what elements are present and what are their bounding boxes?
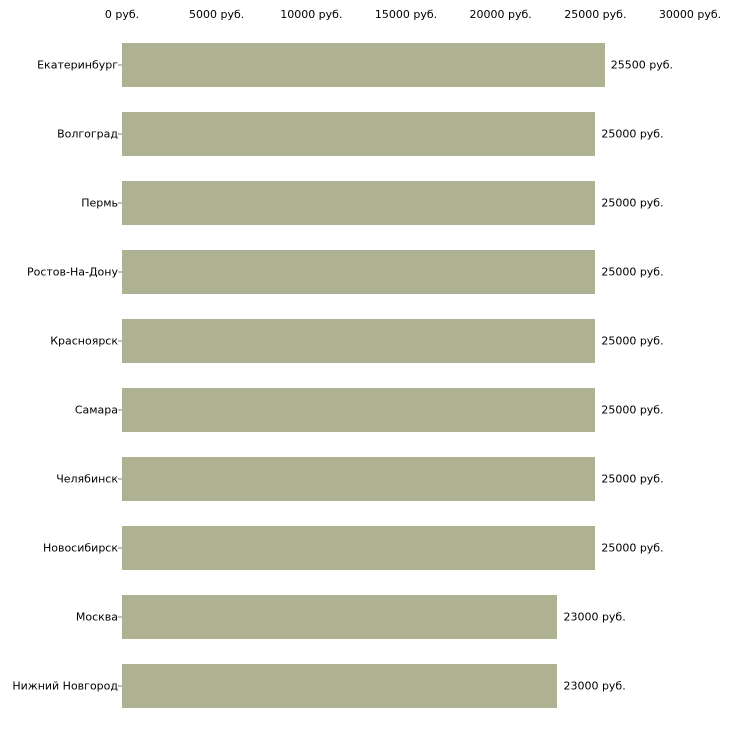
bar-value-label: 25000 руб. — [601, 472, 664, 485]
x-tick-label: 25000 руб. — [564, 8, 627, 21]
category-label: Ростов-На-Дону — [26, 265, 118, 278]
bar-value-label: 23000 руб. — [563, 610, 626, 623]
category-label: Пермь — [81, 196, 118, 209]
plot-area — [0, 30, 730, 720]
bar-value-label: 25000 руб. — [601, 265, 664, 278]
bar — [122, 526, 595, 570]
bar — [122, 388, 595, 432]
x-tick-label: 15000 руб. — [374, 8, 438, 21]
bar-row — [0, 99, 730, 168]
category-label: Самара — [74, 403, 118, 416]
bar-row — [0, 168, 730, 237]
x-tick-label: 30000 руб. — [658, 8, 722, 21]
bar-value-label: 25000 руб. — [601, 403, 664, 416]
bar-row — [0, 30, 730, 99]
bar-value-label: 25000 руб. — [601, 127, 664, 140]
x-tick-label: 20000 руб. — [469, 8, 532, 21]
bar — [122, 664, 557, 708]
bar-row — [0, 651, 730, 720]
category-label: Красноярск — [50, 334, 118, 347]
category-label: Волгоград — [57, 127, 118, 140]
bar-row — [0, 444, 730, 513]
bar — [122, 250, 595, 294]
x-axis — [0, 0, 730, 30]
bar-value-label: 25500 руб. — [610, 58, 674, 71]
bar-row — [0, 513, 730, 582]
category-label: Новосибирск — [42, 541, 118, 554]
bar — [122, 43, 605, 87]
bar-row — [0, 306, 730, 375]
x-tick-label: 0 руб. — [104, 8, 140, 21]
x-tick-label: 10000 руб. — [280, 8, 343, 21]
bar-value-label: 23000 руб. — [563, 679, 626, 692]
bar — [122, 595, 557, 639]
category-label: Екатеринбург — [37, 58, 118, 71]
category-label: Нижний Новгород — [12, 679, 118, 692]
bar-value-label: 25000 руб. — [601, 541, 664, 554]
bar-value-label: 25000 руб. — [601, 196, 664, 209]
bar-row — [0, 582, 730, 651]
x-tick-label: 5000 руб. — [189, 8, 245, 21]
bar-row — [0, 375, 730, 444]
bar — [122, 457, 595, 501]
bar-value-label: 25000 руб. — [601, 334, 664, 347]
bar — [122, 319, 595, 363]
category-label: Челябинск — [56, 472, 118, 485]
category-label: Москва — [75, 610, 118, 623]
bar — [122, 181, 595, 225]
bar — [122, 112, 595, 156]
bar-row — [0, 237, 730, 306]
